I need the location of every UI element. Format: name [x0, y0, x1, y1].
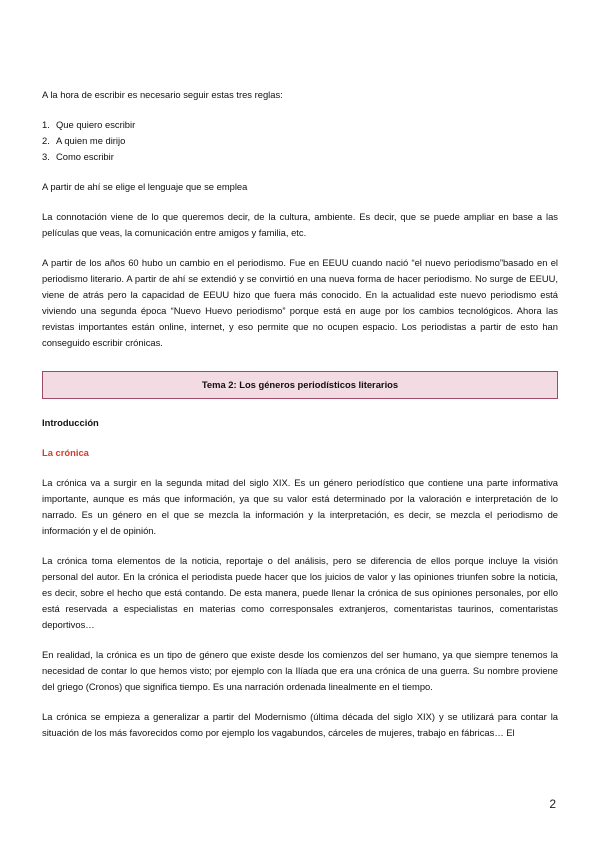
page-content — [42, 87, 558, 741]
rule-item — [42, 117, 558, 133]
topic-title: Tema 2: Los géneros periodísticos literarios — [201, 379, 399, 390]
section-heading-cronica: La crónica — [42, 447, 89, 458]
paragraph-cronica-origen: La crónica va a surgir en la segunda mitad del siglo XIX. Es un género periodístico que contiene una parte informativa importante, aunque es más que información, ya que su valor está determinado por la valoración e interpretación de lo narrado. Es un género en el que se mezcla la información y la interpretación, es decir, se mezcla el periodismo de información y el de opinión. — [42, 477, 558, 536]
paragraph-cronica-realidad: En realidad, la crónica es un tipo de género que existe desde los comienzos del ser humano, ya que siempre tenemos la necesidad de contar lo que hemos visto; por ejemplo con la Ilíada que era una crónica de una guerra. Su nombre proviene del griego (Cronos) que significa tiempo. Es una narración ordenada linealmente en el tiempo. — [42, 649, 558, 692]
paragraph-cronica-elementos: La crónica toma elementos de la noticia, reportaje o del análisis, pero se diferencia de ellos porque incluye la visión personal del autor. En la crónica el periodista puede hacer que los juicios de valor y las opiniones triunfen sobre la noticia, es decir, sobre el hecho que está contando. De esta manera, puede llenar la crónica de sus opiniones personales, por ello está reservada a especialistas en materias como corresponsales extranjeros, comentaristas taurinos, comentaristas deportivos… — [42, 555, 558, 630]
section-heading-introduccion: Introducción — [42, 417, 99, 428]
rules-lead: A la hora de escribir es necesario seguir estas tres reglas: — [42, 89, 283, 100]
rule-text: A quien me dirijo — [56, 135, 126, 146]
rule-item — [42, 149, 558, 165]
rule-text: Que quiero escribir — [56, 119, 136, 130]
rule-text: Como escribir — [56, 151, 114, 162]
rule-item — [42, 133, 558, 149]
rule-number: 1. — [42, 119, 50, 130]
rules-after: A partir de ahí se elige el lenguaje que se emplea — [42, 181, 248, 192]
topic-banner — [42, 371, 558, 399]
paragraph-cronica-modernismo: La crónica se empieza a generalizar a partir del Modernismo (última década del siglo XIX) y se utilizará para contar la situación de los más favorecidos como por ejemplo los vagabundos, cárceles de mujeres, trabajo en fábricas… El — [42, 711, 558, 738]
rule-number: 2. — [42, 135, 50, 146]
paragraph-connotacion: La connotación viene de lo que queremos decir, de la cultura, ambiente. Es decir, que se puede ampliar en base a las películas que veas, la comunicación entre amigos y familia, etc. — [42, 211, 558, 238]
paragraph-nuevo-periodismo: A partir de los años 60 hubo un cambio en el periodismo. Fue en EEUU cuando nació “el nuevo periodismo”basado en el periodismo literario. A partir de ahí se extendió y se convirtió en una nueva forma de hacer periodismo. No surge de EEUU, viene de atrás pero la capacidad de EEUU hizo que fuera más conocido. En la actualidad este nuevo periodismo está viviendo una segunda época “Nuevo Huevo periodismo” porque está en auge por los cambios tecnológicos. Ahora las revistas importantes están online, internet, y eso permite que no ocupen espacio. Los periodistas a partir de esto han conseguido escribir crónicas. — [42, 257, 558, 348]
rules-list — [42, 117, 558, 165]
rule-number: 3. — [42, 151, 50, 162]
page-number: 2 — [549, 797, 556, 811]
